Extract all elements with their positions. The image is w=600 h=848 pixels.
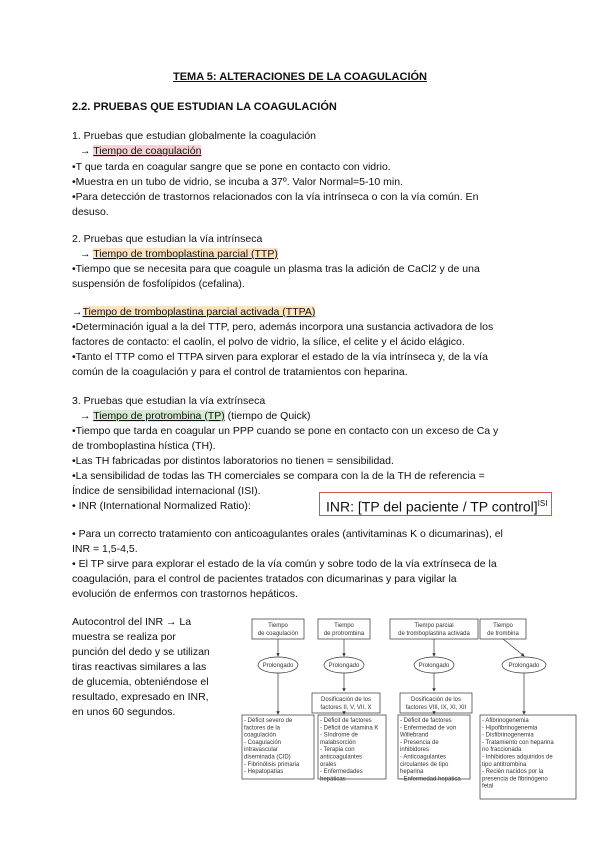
bottom-box-2-line: - Déficit de vitamina K — [320, 725, 379, 732]
s3-line-9: • El TP sirve para explorar el estado de la vía común y sobre todo de la vía extrínseca de la — [72, 558, 497, 570]
s2-line-4: factores de contacto: el caolín, el polvo de vidrio, la sílice, el celite y el ácido elágico. — [72, 336, 465, 348]
bottom-box-3-line: - Enfermedad de von — [400, 725, 457, 732]
arrow-icon: → — [72, 306, 83, 318]
s3-term: Tiempo de protrombina (TP) — [93, 410, 225, 422]
autocontrol-line-3: punción del dedo y se utilizan — [72, 646, 210, 658]
bottom-box-4-line: no fraccionada — [482, 747, 522, 754]
bottom-box-3-line: - Anticoagulantes — [400, 754, 447, 761]
bottom-box-3-line: - Enfermedad hepática — [400, 776, 461, 783]
bottom-box-3-line: inhibidores — [400, 747, 430, 754]
mid-2-l2: factores VIII, IX, XI, XII — [405, 705, 467, 711]
s3-line-4: •La sensibilidad de todas las TH comerciales se compara con la de la TH de referencia = — [72, 470, 485, 482]
s2-term-line — [80, 247, 278, 262]
s2-line-1: •Tiempo que se necesita para que coagule un plasma tras la adición de CaCl2 y de una — [72, 263, 480, 275]
inr-formula-box — [319, 492, 552, 516]
bottom-box-1-line: - Coagulación — [244, 739, 282, 746]
s2-term2-line — [72, 305, 315, 320]
bottom-box-1-line: - Hepatopatías — [244, 769, 284, 776]
top-3-l1: Tiempo parcial — [414, 623, 454, 629]
coagulation-diagram — [240, 611, 585, 848]
s3-term-suffix: (tiempo de Quick) — [224, 410, 311, 422]
mid-1-l2: factores II, V, VII, X — [320, 705, 372, 711]
inr-exponent: ISI — [537, 499, 548, 508]
autocontrol-line-4: tiras reactivas similares a las — [72, 661, 207, 673]
bottom-box-3-line: Willebrand — [400, 732, 429, 739]
s1-line-2: •Muestra en un tubo de vidrio, se incuba a 37º. Valor Normal=5-10 min. — [72, 176, 403, 188]
bottom-box-2-line: anticoagulantes — [320, 754, 363, 761]
prolongado-3: Prolongado — [418, 663, 450, 669]
autocontrol-line-7: en unos 60 segundos. — [72, 706, 176, 718]
s1-line-4: desuso. — [72, 206, 109, 218]
s3-line-8: INR = 1,5-4,5. — [72, 543, 138, 555]
s2-term2: Tiempo de tromboplastina parcial activada (TTPA) — [82, 306, 316, 318]
bottom-box-1-line: factores de la — [244, 725, 281, 732]
top-1-l1: Tiempo — [268, 623, 288, 629]
bottom-box-4-line: presencia de fibrinógeno — [482, 776, 548, 783]
bottom-box-1-line: coagulación — [244, 732, 277, 739]
top-3-l2: de tromboplastina activada — [398, 631, 470, 637]
bottom-box-1-line: diseminada (CID) — [244, 754, 291, 761]
s3-term-line — [80, 409, 311, 424]
bottom-box-4-line: - Hipofibrinogenemia — [482, 725, 538, 732]
bottom-box-3-line: circulantes de tipo — [400, 761, 449, 768]
s3-heading: 3. Pruebas que estudian la vía extrínseca — [72, 395, 266, 407]
bottom-box-3-line: heparina — [400, 769, 424, 776]
s3-line-10: coagulación, para el control de pacientes tratados con dicumarinas y para vigilar la — [72, 573, 457, 585]
bottom-box-2-line: malabsorción — [320, 739, 356, 746]
prolongado-4: Prolongado — [508, 663, 540, 669]
bottom-box-1-line: intravascular — [244, 747, 279, 754]
bottom-box-2-line: - Enfermedades — [320, 769, 363, 776]
autocontrol-line-1: Autocontrol del INR → La — [72, 616, 192, 628]
s3-line-3: •Las TH fabricadas por distintos laboratorios no tienen = sensibilidad. — [72, 455, 394, 467]
s1-line-3: •Para detección de trastornos relacionados con la vía intrínseca o con la vía común. En — [72, 191, 479, 203]
inr-formula: INR: [TP del paciente / TP control] — [326, 498, 538, 515]
bottom-box-2-line: - Síndrome de — [320, 732, 359, 739]
mid-2-l1: Dosificación de los — [410, 697, 462, 703]
bottom-box-3-line: - Déficit de factores — [400, 718, 452, 724]
top-2-l1: Tiempo — [334, 623, 354, 629]
bottom-box-2-line: orales — [320, 761, 337, 768]
bottom-box-2-line: - Déficit de factores — [320, 718, 372, 724]
top-2-l2: de protrombina — [323, 631, 365, 637]
section-heading: 2.2. PRUEBAS QUE ESTUDIAN LA COAGULACIÓN — [72, 101, 337, 113]
arrow-icon: → — [80, 248, 91, 260]
bottom-box-4-line: - Afibrinogenemia — [482, 718, 529, 724]
top-4-l1: Tiempo — [493, 623, 513, 629]
s1-term: Tiempo de coagulación — [93, 145, 202, 157]
bottom-box-4-line: fetal — [482, 783, 494, 790]
bottom-box-2-line: hepáticas — [320, 776, 346, 783]
s3-line-6: • INR (International Normalized Ratio): — [72, 500, 251, 512]
s1-line-1: •T que tarda en coagular sangre que se pone en contacto con vidrio. — [72, 161, 391, 173]
bottom-box-4-line: - Recién nacidos por la — [482, 769, 544, 776]
s3-line-2: de tromboplastina hística (TH). — [72, 440, 216, 452]
autocontrol-line-5: de glucemia, obteniéndose el — [72, 676, 209, 688]
s1-term-line — [80, 144, 201, 159]
bottom-box-1-line: - Fibrinólisis primaria — [244, 761, 300, 768]
arrow-icon: → — [80, 410, 91, 422]
s2-line-2: suspensión de fosfolípidos (cefalina). — [72, 278, 245, 290]
top-4-l2: de trombina — [487, 631, 519, 637]
s3-line-11: evolución de enfermos con trastornos hepáticos. — [72, 588, 298, 600]
autocontrol-line-6: resultado, expresado en INR, — [72, 691, 209, 703]
s2-line-3: •Determinación igual a la del TTP, pero, además incorpora una sustancia activadora de los — [72, 321, 494, 333]
top-1-l2: de coagulación — [257, 631, 299, 637]
bottom-box-1-line: - Déficit severo de — [244, 718, 293, 724]
s3-line-1: •Tiempo que tarda en coagular un PPP cuando se pone en contacto con un exceso de Ca y — [72, 425, 499, 437]
bottom-box-4-line: tipo antitrombina — [482, 761, 527, 768]
prolongado-2: Prolongado — [328, 663, 360, 669]
s2-term: Tiempo de tromboplastina parcial (TTP) — [93, 248, 278, 260]
arrow-icon: → — [80, 145, 91, 157]
s1-heading: 1. Pruebas que estudian globalmente la coagulación — [72, 130, 317, 142]
bottom-box-4-line: - Disfibrinogenemia — [482, 732, 534, 739]
bottom-box-4-line: - Inhibidores adquiridos de — [482, 754, 553, 761]
s3-line-5: Índice de sensibilidad internacional (ISI). — [72, 485, 261, 497]
bottom-box-2-line: - Terapia con — [320, 747, 355, 754]
s2-line-6: común de la coagulación y para el control de tratamientos con heparina. — [72, 366, 408, 378]
mid-1-l1: Dosificación de los — [320, 697, 372, 703]
s3-line-7: • Para un correcto tratamiento con anticoagulantes orales (antivitaminas K o dicumarinas), el — [72, 528, 503, 540]
bottom-box-4-line: - Tratamiento con heparina — [482, 739, 554, 746]
bottom-box-3-line: - Presencia de — [400, 739, 439, 746]
s2-line-5: •Tanto el TTP como el TTPA sirven para explorar el estado de la vía intrínseca y, de la vía — [72, 351, 488, 363]
s2-heading: 2. Pruebas que estudian la vía intrínseca — [72, 233, 263, 245]
prolongado-1: Prolongado — [262, 663, 294, 669]
document-title: TEMA 5: ALTERACIONES DE LA COAGULACIÓN — [172, 71, 427, 83]
autocontrol-line-2: muestra se realiza por — [72, 631, 176, 643]
